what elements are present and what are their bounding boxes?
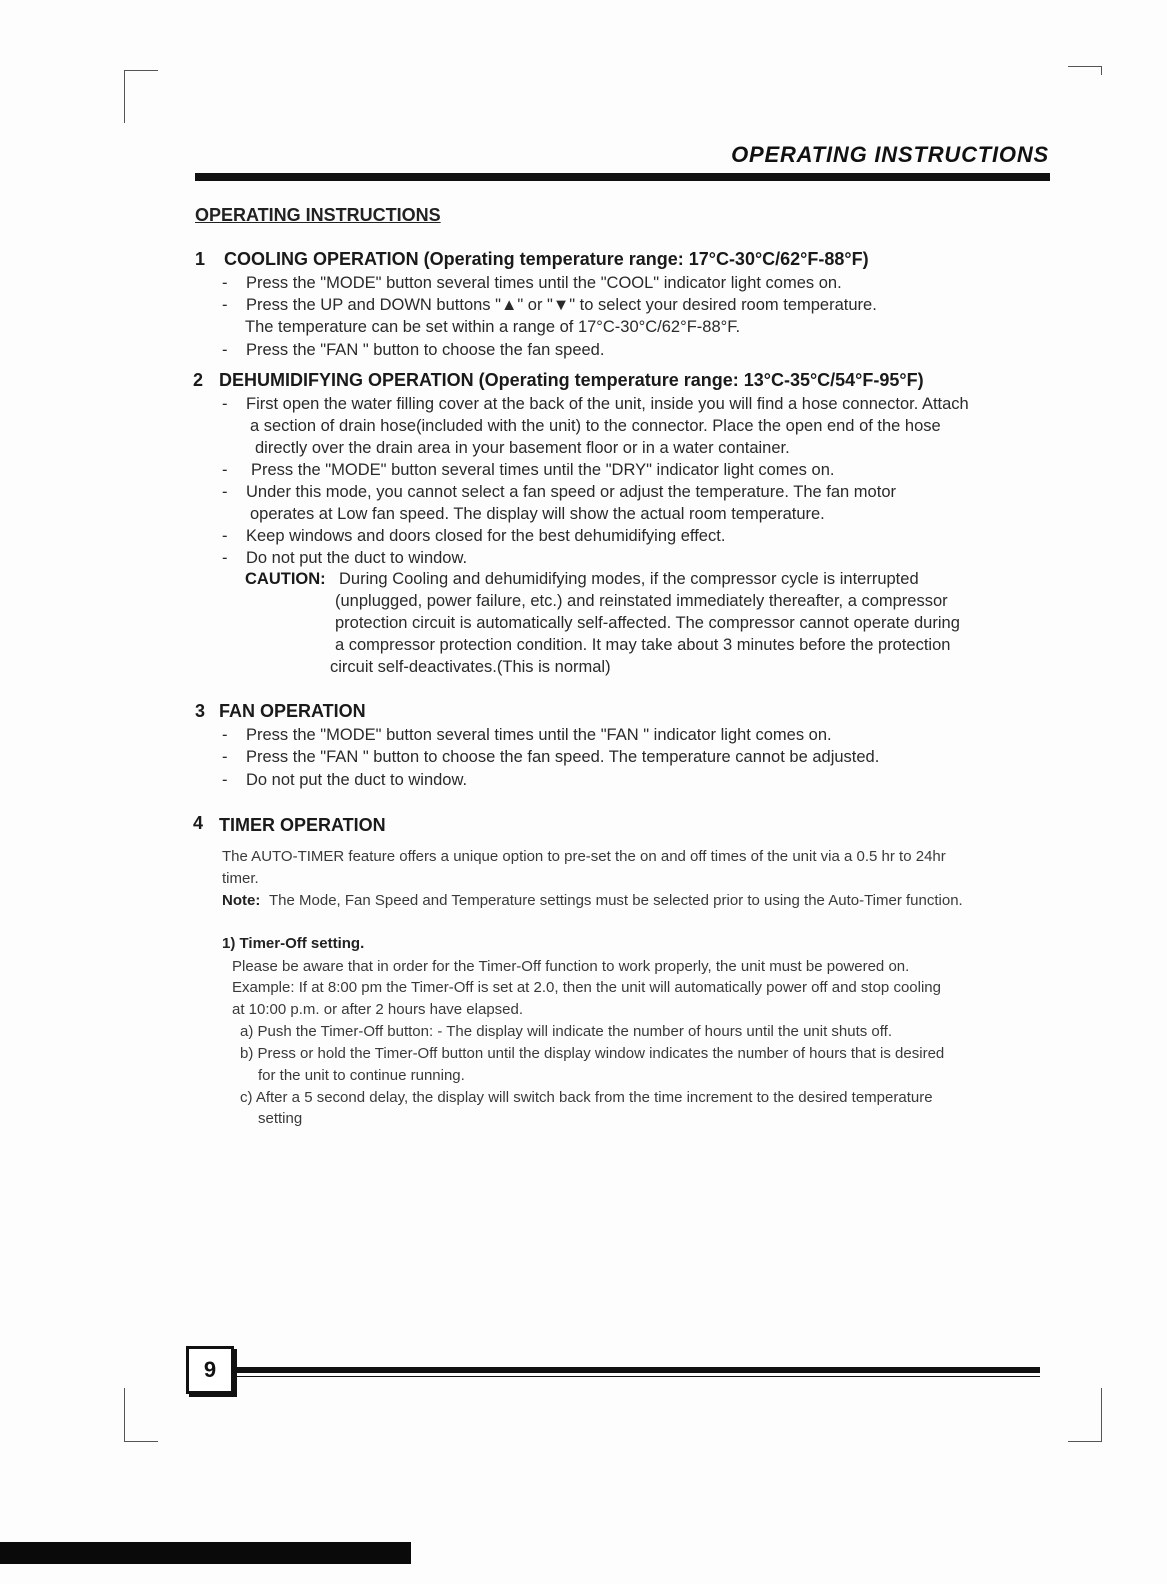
crop-mark-bottom-left-h — [124, 1441, 158, 1442]
caution-text-l2: (unplugged, power failure, etc.) and reinstated immediately thereafter, a compressor — [335, 592, 948, 610]
crop-mark-bottom-right-h — [1068, 1441, 1102, 1442]
running-header-title: OPERATING INSTRUCTIONS — [731, 142, 1049, 167]
bullet-dash: - — [222, 395, 228, 413]
cooling-step-updown-cont: The temperature can be set within a range of 17°C-30°C/62°F-88°F. — [245, 318, 741, 336]
timer-step-b-l1: b) Press or hold the Timer-Off button until the display window indicates the number of hours that is desired — [240, 1045, 945, 1062]
fan-step-speed: Press the "FAN " button to choose the fan speed. The temperature cannot be adjusted. — [246, 748, 880, 766]
cooling-number: 1 — [195, 249, 206, 269]
timer-off-l2: Example: If at 8:00 pm the Timer-Off is set at 2.0, then the unit will automatically power off and stop cooling — [232, 979, 941, 996]
fan-number: 3 — [195, 701, 206, 721]
fan-step-duct: Do not put the duct to window. — [246, 771, 468, 789]
cooling-step-updown: Press the UP and DOWN buttons "▲" or "▼" to select your desired room temperature. — [246, 296, 877, 314]
crop-mark-bottom-right-v — [1101, 1388, 1102, 1441]
cooling-step-fan: Press the "FAN " button to choose the fan speed. — [246, 341, 605, 359]
timer-off-title: 1) Timer-Off setting. — [222, 935, 365, 952]
timer-off-l1: Please be aware that in order for the Timer-Off function to work properly, the unit must be powered on. — [232, 958, 910, 975]
timer-intro-l2: timer. — [222, 870, 259, 887]
header-rule — [195, 173, 1050, 181]
crop-mark-top-left-v — [124, 70, 125, 123]
crop-mark-top-right-h — [1068, 66, 1102, 67]
crop-mark-top-right-v — [1101, 66, 1102, 75]
timer-step-c-l2: setting — [258, 1110, 303, 1127]
bullet-dash: - — [222, 726, 228, 744]
dehumid-step-mode: Press the "MODE" button several times until the "DRY" indicator light comes on. — [251, 461, 835, 479]
section-title: OPERATING INSTRUCTIONS — [195, 205, 441, 225]
bullet-dash: - — [222, 274, 228, 292]
dehumid-step-fan-l2: operates at Low fan speed. The display will show the actual room temperature. — [250, 505, 825, 523]
fan-heading: FAN OPERATION — [219, 701, 366, 721]
timer-heading: TIMER OPERATION — [219, 815, 386, 835]
bullet-dash: - — [222, 296, 228, 314]
bullet-dash: - — [222, 527, 228, 545]
footer-rule-thin — [232, 1376, 1040, 1377]
bullet-dash: - — [222, 483, 228, 501]
timer-off-l3: at 10:00 p.m. or after 2 hours have elapsed. — [232, 1001, 524, 1018]
bullet-dash: - — [222, 748, 228, 766]
page-number: 9 — [186, 1346, 234, 1394]
bullet-dash: - — [222, 461, 228, 479]
timer-step-a: a) Push the Timer-Off button: - The display will indicate the number of hours until the unit shuts off. — [240, 1023, 893, 1040]
footer-rule — [232, 1367, 1040, 1373]
crop-mark-bottom-left-v — [124, 1388, 125, 1441]
dehumid-step-duct: Do not put the duct to window. — [246, 549, 468, 567]
scan-edge-bar — [0, 1542, 411, 1564]
caution-text-l3: protection circuit is automatically self-affected. The compressor cannot operate during — [335, 614, 960, 632]
timer-note-label: Note: — [222, 892, 261, 909]
bullet-dash: - — [222, 771, 228, 789]
timer-step-b-l2: for the unit to continue running. — [258, 1067, 465, 1084]
timer-note-text: The Mode, Fan Speed and Temperature settings must be selected prior to using the Auto-Timer function. — [269, 892, 963, 909]
dehumid-heading: DEHUMIDIFYING OPERATION (Operating temperature range: 13°C-35°C/54°F-95°F) — [219, 370, 924, 390]
caution-label: CAUTION: — [245, 570, 326, 588]
timer-intro-l1: The AUTO-TIMER feature offers a unique option to pre-set the on and off times of the unit via a 0.5 hr to 24hr — [222, 848, 946, 865]
dehumid-step-hose-l3: directly over the drain area in your basement floor or in a water container. — [255, 439, 790, 457]
caution-text-l5: circuit self-deactivates.(This is normal) — [330, 658, 611, 676]
dehumid-step-fan-l1: Under this mode, you cannot select a fan speed or adjust the temperature. The fan motor — [246, 483, 896, 501]
dehumid-number: 2 — [193, 370, 204, 390]
dehumid-step-windows: Keep windows and doors closed for the best dehumidifying effect. — [246, 527, 726, 545]
timer-step-c-l1: c) After a 5 second delay, the display will switch back from the time increment to the desired temperature — [240, 1089, 933, 1106]
cooling-heading: COOLING OPERATION (Operating temperature range: 17°C-30°C/62°F-88°F) — [224, 249, 869, 269]
dehumid-step-hose-l2: a section of drain hose(included with the unit) to the connector. Place the open end of the hose — [250, 417, 941, 435]
bullet-dash: - — [222, 549, 228, 567]
fan-step-mode: Press the "MODE" button several times until the "FAN " indicator light comes on. — [246, 726, 832, 744]
bullet-dash: - — [222, 341, 228, 359]
cooling-step-mode: Press the "MODE" button several times until the "COOL" indicator light comes on. — [246, 274, 842, 292]
timer-number: 4 — [193, 813, 204, 833]
crop-mark-top-left-h — [124, 70, 158, 71]
dehumid-step-hose-l1: First open the water filling cover at the back of the unit, inside you will find a hose connector. Attach — [246, 395, 969, 413]
caution-text-l4: a compressor protection condition. It may take about 3 minutes before the protection — [335, 636, 951, 654]
caution-text-l1: During Cooling and dehumidifying modes, if the compressor cycle is interrupted — [339, 570, 919, 588]
